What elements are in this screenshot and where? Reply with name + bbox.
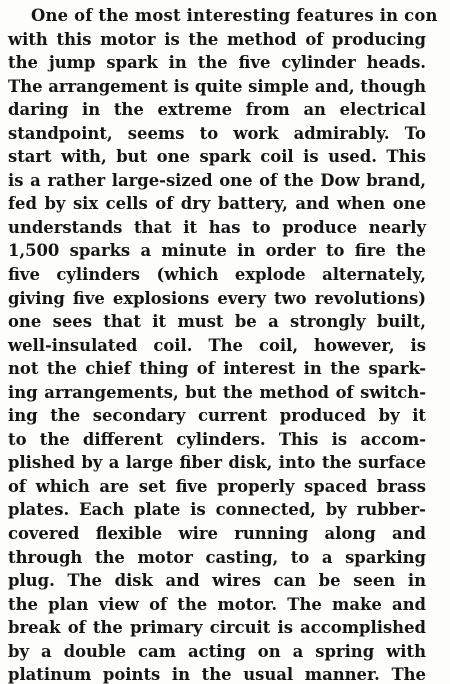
text-line: daring in the extreme from an electrical	[8, 100, 426, 120]
text-line: standpoint, seems to work admirably. To	[8, 123, 426, 143]
text-line: plug. The disk and wires can be seen in	[8, 571, 426, 591]
text-line: giving five explosions every two revolutions)	[8, 288, 426, 308]
text-line: platinum points in the usual manner. The	[8, 665, 426, 684]
text-line: the jump spark in the five cylinder heads.	[8, 53, 426, 73]
text-line: start with, but one spark coil is used. This	[8, 147, 426, 167]
text-line: through the motor casting, to a sparking	[8, 547, 426, 567]
text-line: fed by six cells of dry battery, and when one	[8, 194, 426, 214]
text-line: plished by a large fiber disk, into the surface	[8, 453, 426, 473]
text-line: understands that it has to produce nearly	[8, 217, 426, 237]
text-line: with this motor is the method of producing	[8, 29, 426, 49]
text-line: to the different cylinders. This is accom-	[8, 429, 426, 449]
text-line: of which are set five properly spaced brass	[8, 476, 426, 496]
text-line: five cylinders (which explode alternately,	[8, 265, 426, 285]
text-line: one sees that it must be a strongly built,	[8, 312, 426, 332]
text-line: covered flexible wire running along and	[8, 524, 426, 544]
text-line: by a double cam acting on a spring with	[8, 641, 426, 661]
text-line: not the chief thing of interest in the spark-	[8, 359, 426, 379]
text-line: is a rather large-sized one of the Dow brand,	[8, 170, 426, 190]
text-line: The arrangement is quite simple and, though	[8, 76, 426, 96]
text-line: break of the primary circuit is accomplished	[8, 618, 426, 638]
text-line: 1,500 sparks a minute in order to fire the	[8, 241, 426, 261]
text-line: well-insulated coil. The coil, however, is	[8, 335, 426, 355]
text-line: ing the secondary current produced by it	[8, 406, 426, 426]
text-line: One of the most interesting features in con	[31, 6, 438, 25]
text-line: the plan view of the motor. The make and	[8, 594, 426, 614]
text-line: ing arrangements, but the method of switch-	[8, 382, 426, 402]
text-line: plates. Each plate is connected, by rubber-	[8, 500, 426, 520]
body-text	[8, 4, 450, 684]
